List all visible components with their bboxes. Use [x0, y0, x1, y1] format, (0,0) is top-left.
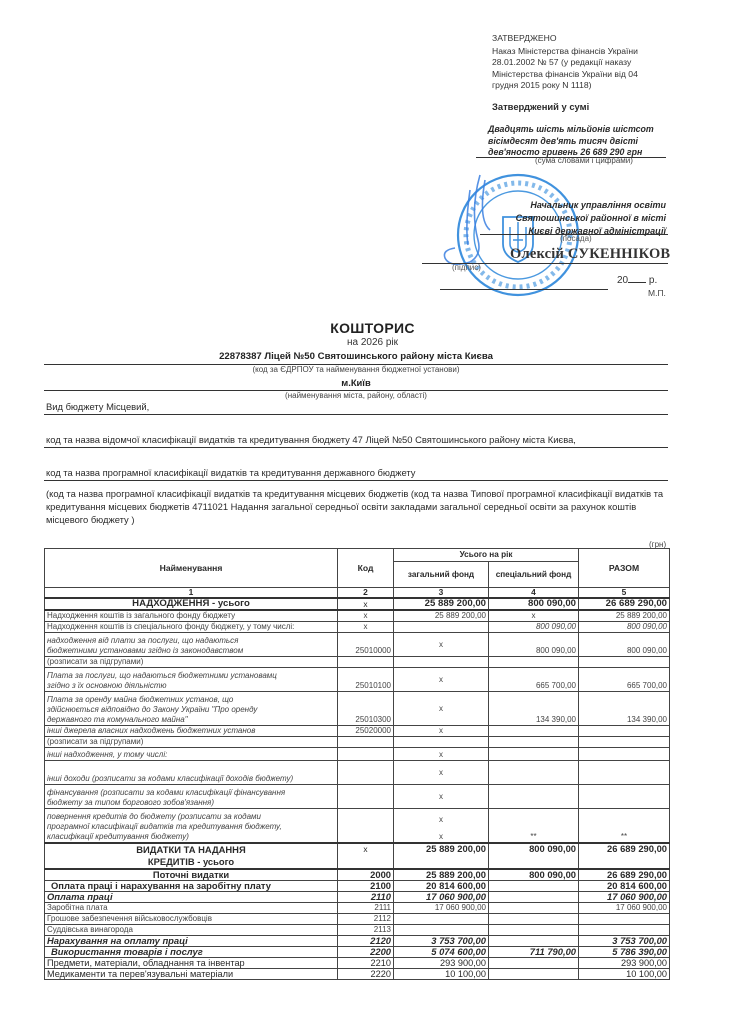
column-number-row: [45, 588, 670, 599]
row-code: 25010100: [338, 668, 394, 692]
table-row: [45, 809, 670, 843]
row-general: 25 889 200,00: [394, 869, 489, 881]
row-total: [579, 924, 670, 935]
currency-note: (грн): [649, 540, 667, 549]
table-row: [45, 622, 670, 633]
row-name-line: державного та комунального майна": [47, 715, 188, 724]
order-line: грудня 2015 року N 1118): [492, 80, 592, 90]
row-code: 2113: [338, 924, 394, 935]
row-code: [338, 809, 394, 843]
row-general: [394, 737, 489, 748]
row-general: x: [394, 761, 489, 785]
position-line: Києві державної адміністрації: [528, 226, 666, 236]
header-special-fund: спеціальний фонд: [489, 562, 579, 588]
row-code: [338, 761, 394, 785]
date-year-suffix: р.: [648, 275, 658, 286]
table-row: [45, 610, 670, 622]
table-row: [45, 869, 670, 881]
row-code: [338, 737, 394, 748]
table-row: [45, 957, 670, 968]
column-number: 3: [394, 588, 489, 599]
row-special: [489, 913, 579, 924]
row-code: 2100: [338, 880, 394, 891]
table-row: [45, 935, 670, 946]
row-code: 2112: [338, 913, 394, 924]
row-code: 2210: [338, 957, 394, 968]
document-year: на 2026 рік: [346, 337, 399, 348]
institution-name: 22878387 Ліцей №50 Святошинського району міста Києва: [219, 351, 493, 362]
row-name: [45, 668, 338, 692]
row-name: [45, 785, 338, 809]
row-total: 293 900,00: [579, 957, 670, 968]
department-code-underline: [44, 447, 668, 448]
row-name: Оплата праці: [45, 891, 338, 902]
row-name-line: програмної класифікації видатків та кредитування бюджету,: [47, 821, 282, 831]
order-line: 28.01.2002 № 57 (у редакції наказу: [492, 57, 632, 67]
table-row: [45, 692, 670, 726]
header-general-fund: загальний фонд: [394, 562, 489, 588]
row-special: [489, 726, 579, 737]
table-row: [45, 968, 670, 979]
row-name: інші доходи (розписати за кодами класифікації доходів бюджету): [45, 761, 338, 785]
budget-table: [44, 548, 670, 980]
row-general-line: x: [439, 831, 443, 841]
position-line: Начальник управління освіти: [530, 200, 666, 210]
header-total: РАЗОМ: [579, 549, 670, 588]
row-name: Надходження коштів із спеціального фонду бюджету, у тому числі:: [45, 622, 338, 633]
row-special: [489, 761, 579, 785]
row-total: [579, 726, 670, 737]
row-code: 25010300: [338, 692, 394, 726]
row-name: Нарахування на оплату праці: [45, 935, 338, 946]
row-name-line: ВИДАТКИ ТА НАДАННЯ: [136, 843, 246, 855]
sum-caption: (сума словами і цифрами): [535, 156, 633, 165]
table-row: [45, 726, 670, 737]
row-special: 665 700,00: [489, 668, 579, 692]
signature-caption: (підпис): [452, 263, 481, 272]
row-name: Суддівська винагорода: [45, 924, 338, 935]
row-total: 665 700,00: [579, 668, 670, 692]
row-special: [489, 880, 579, 891]
row-total: 10 100,00: [579, 968, 670, 979]
order-line: Наказ Міністерства фінансів України: [492, 45, 638, 56]
row-total: 134 390,00: [579, 692, 670, 726]
row-general: 25 889 200,00: [394, 610, 489, 622]
row-general-line: x: [439, 814, 443, 824]
row-name-line: повернення кредитів до бюджету (розписати за кодами: [47, 811, 261, 821]
row-name: інші джерела власних надходжень бюджетних установ: [45, 726, 338, 737]
row-name: Предмети, матеріали, обладнання та інвентар: [45, 957, 338, 968]
row-special: 800 090,00: [489, 633, 579, 657]
row-general: [394, 622, 489, 633]
row-code: 2200: [338, 946, 394, 957]
row-total: [579, 913, 670, 924]
row-name-line: фінансування (розписати за кодами класифікації фінансування: [47, 788, 286, 797]
row-special: x: [489, 610, 579, 622]
header-code: Код: [338, 549, 394, 588]
row-name: Грошове забезпечення військовослужбовців: [45, 913, 338, 924]
row-total: 26 689 290,00: [579, 843, 670, 869]
table-row: [45, 946, 670, 957]
local-program-code: (код та назва програмної класифікації видатків та кредитування місцевих бюджетів (код та назва Типової програмної класифікації видатків та кредитування місцевих бюджетів 4711021 Надання загальної середньої освіти закладами загальної середньої освіти за рахунок коштів місцевого бюджету ): [46, 488, 664, 525]
row-name-line: Плата за послуги, що надаються бюджетними установамц: [47, 671, 277, 680]
city-caption: (найменування міста, району, області): [285, 391, 427, 400]
row-name: [45, 809, 338, 843]
position-title: [480, 199, 666, 238]
date-year: [617, 275, 657, 286]
row-total: [579, 761, 670, 785]
row-general: x: [394, 668, 489, 692]
row-general: x: [394, 726, 489, 737]
row-general: 25 889 200,00: [394, 598, 489, 610]
department-code: код та назва відомчої класифікації видатків та кредитування бюджету 47 Ліцей №50 Святошинського району міста Києва,: [46, 434, 576, 445]
row-name-line: надходження від плати за послуги, що надаються: [47, 636, 239, 645]
table-row: [45, 761, 670, 785]
row-code: 2111: [338, 902, 394, 913]
row-special: [489, 968, 579, 979]
row-total: [579, 737, 670, 748]
row-special: [489, 785, 579, 809]
position-caption: (посада): [560, 234, 592, 243]
row-total: 20 814 600,00: [579, 880, 670, 891]
row-name: Медикаменти та перев'язувальні матеріали: [45, 968, 338, 979]
row-total: [579, 748, 670, 761]
row-special: **: [489, 809, 579, 843]
row-general: x: [394, 633, 489, 657]
sum-words-line: Двадцять шість мільйонів шістсот: [488, 124, 654, 134]
row-special: [489, 748, 579, 761]
row-name-line: Плата за оренду майна бюджетних установ, що: [47, 695, 234, 704]
row-general: 10 100,00: [394, 968, 489, 979]
row-name: Заробітна плата: [45, 902, 338, 913]
row-code: x: [338, 622, 394, 633]
row-name: [45, 692, 338, 726]
row-total: 800 090,00: [579, 622, 670, 633]
row-general: [394, 809, 489, 843]
row-name: Надходження коштів із загального фонду бюджету: [45, 610, 338, 622]
row-special: [489, 657, 579, 668]
row-name-line: здійснюється відповідно до Закону України "Про оренду: [47, 705, 258, 714]
row-code: 25020000: [338, 726, 394, 737]
date-underline: [440, 289, 608, 290]
row-general: 17 060 900,00: [394, 891, 489, 902]
column-number: 1: [45, 588, 338, 599]
row-general: 20 814 600,00: [394, 880, 489, 891]
row-name-line: бюджету за типом боргового зобов'язання): [47, 798, 214, 807]
row-code: 2220: [338, 968, 394, 979]
row-special: 711 790,00: [489, 946, 579, 957]
row-total: 17 060 900,00: [579, 891, 670, 902]
row-code: [338, 785, 394, 809]
sum-words-line: вісімдесят дев'ять тисяч двісті: [488, 135, 638, 146]
sum-words-line: дев'яносто гривень 26 689 290 грн: [488, 147, 643, 157]
row-special: 800 090,00: [489, 622, 579, 633]
row-general: [394, 913, 489, 924]
row-code: 2000: [338, 869, 394, 881]
row-code: [338, 657, 394, 668]
row-special: [489, 737, 579, 748]
row-code: [338, 748, 394, 761]
approval-block: [492, 33, 732, 92]
column-number: 5: [579, 588, 670, 599]
row-general: 25 889 200,00: [394, 843, 489, 869]
city-name: м.Київ: [341, 377, 371, 388]
row-general: [394, 924, 489, 935]
row-name: (розписати за підгрупами): [45, 657, 338, 668]
row-name: [45, 843, 338, 869]
signer-name: Олексій СУКЕННІКОВ: [510, 246, 671, 262]
institution-caption: (код за ЄДРПОУ та найменування бюджетної установи): [252, 365, 460, 374]
row-total: 25 889 200,00: [579, 610, 670, 622]
row-code: x: [338, 610, 394, 622]
table-row: [45, 748, 670, 761]
budget-type: Вид бюджету Місцевий,: [46, 401, 150, 412]
table-row: [45, 924, 670, 935]
row-total: [579, 657, 670, 668]
table-row: [45, 737, 670, 748]
sum-in-words: [488, 124, 688, 159]
row-name: Поточні видатки: [45, 869, 338, 881]
document-title: КОШТОРИС: [330, 320, 415, 336]
row-general: 293 900,00: [394, 957, 489, 968]
row-name: НАДХОДЖЕННЯ - усього: [45, 598, 338, 610]
date-year-prefix: 20: [617, 275, 629, 286]
row-name: [45, 633, 338, 657]
row-general: x: [394, 785, 489, 809]
row-name-line: класифікації кредитування бюджету): [47, 831, 189, 841]
row-general: 17 060 900,00: [394, 902, 489, 913]
row-code: 2120: [338, 935, 394, 946]
column-number: 4: [489, 588, 579, 599]
row-general: 3 753 700,00: [394, 935, 489, 946]
row-total: 5 786 390,00: [579, 946, 670, 957]
row-total: 17 060 900,00: [579, 902, 670, 913]
row-special: 134 390,00: [489, 692, 579, 726]
row-name: Використання товарів і послуг: [45, 946, 338, 957]
table-row: [45, 880, 670, 891]
date-year-blank: [628, 282, 646, 283]
table-row: [45, 668, 670, 692]
row-special: [489, 935, 579, 946]
row-general: [394, 657, 489, 668]
row-code: x: [338, 598, 394, 610]
table-row: [45, 657, 670, 668]
table-row: [45, 633, 670, 657]
stamp-place-caption: М.П.: [648, 288, 666, 298]
row-name: (розписати за підгрупами): [45, 737, 338, 748]
approval-title: ЗАТВЕРДЖЕНО: [492, 33, 557, 43]
budget-type-underline: [44, 414, 668, 415]
row-name-line: бюджетними установами згідно із законодавством: [47, 646, 244, 655]
approved-sum-label: Затверджений у сумі: [492, 101, 590, 112]
table-row: [45, 598, 670, 610]
row-total: [579, 785, 670, 809]
row-code: 25010000: [338, 633, 394, 657]
row-total: 26 689 290,00: [579, 869, 670, 881]
header-year-total: Усього на рік: [394, 549, 579, 562]
state-program-code: код та назва програмної класифікації видатків та кредитування державного бюджету: [46, 467, 416, 478]
row-special: [489, 957, 579, 968]
table-row: [45, 843, 670, 869]
row-special: [489, 924, 579, 935]
row-general: 5 074 600,00: [394, 946, 489, 957]
row-total: 800 090,00: [579, 633, 670, 657]
row-code: 2110: [338, 891, 394, 902]
row-special: [489, 891, 579, 902]
table-row: [45, 913, 670, 924]
table-row: [45, 891, 670, 902]
column-number: 2: [338, 588, 394, 599]
row-special: 800 090,00: [489, 843, 579, 869]
row-code: x: [338, 843, 394, 869]
state-program-underline: [44, 480, 668, 481]
row-name-line: згідно з їх основною діяльністю: [47, 681, 167, 690]
table-row: [45, 785, 670, 809]
order-line: Міністерства фінансів України від 04: [492, 68, 638, 79]
table-row: [45, 902, 670, 913]
row-general: x: [394, 692, 489, 726]
row-special: 800 090,00: [489, 869, 579, 881]
row-total: **: [579, 809, 670, 843]
position-line: Святошинської районної в місті: [515, 213, 666, 223]
row-special: 800 090,00: [489, 598, 579, 610]
row-name: Оплата праці і нарахування на заробітну плату: [45, 880, 338, 891]
row-general: x: [394, 748, 489, 761]
row-name-line: КРЕДИТІВ - усього: [147, 855, 235, 867]
row-total: 3 753 700,00: [579, 935, 670, 946]
row-name: інші надходження, у тому числі:: [45, 748, 338, 761]
row-total: 26 689 290,00: [579, 598, 670, 610]
header-name: Найменування: [45, 549, 338, 588]
row-special: [489, 902, 579, 913]
